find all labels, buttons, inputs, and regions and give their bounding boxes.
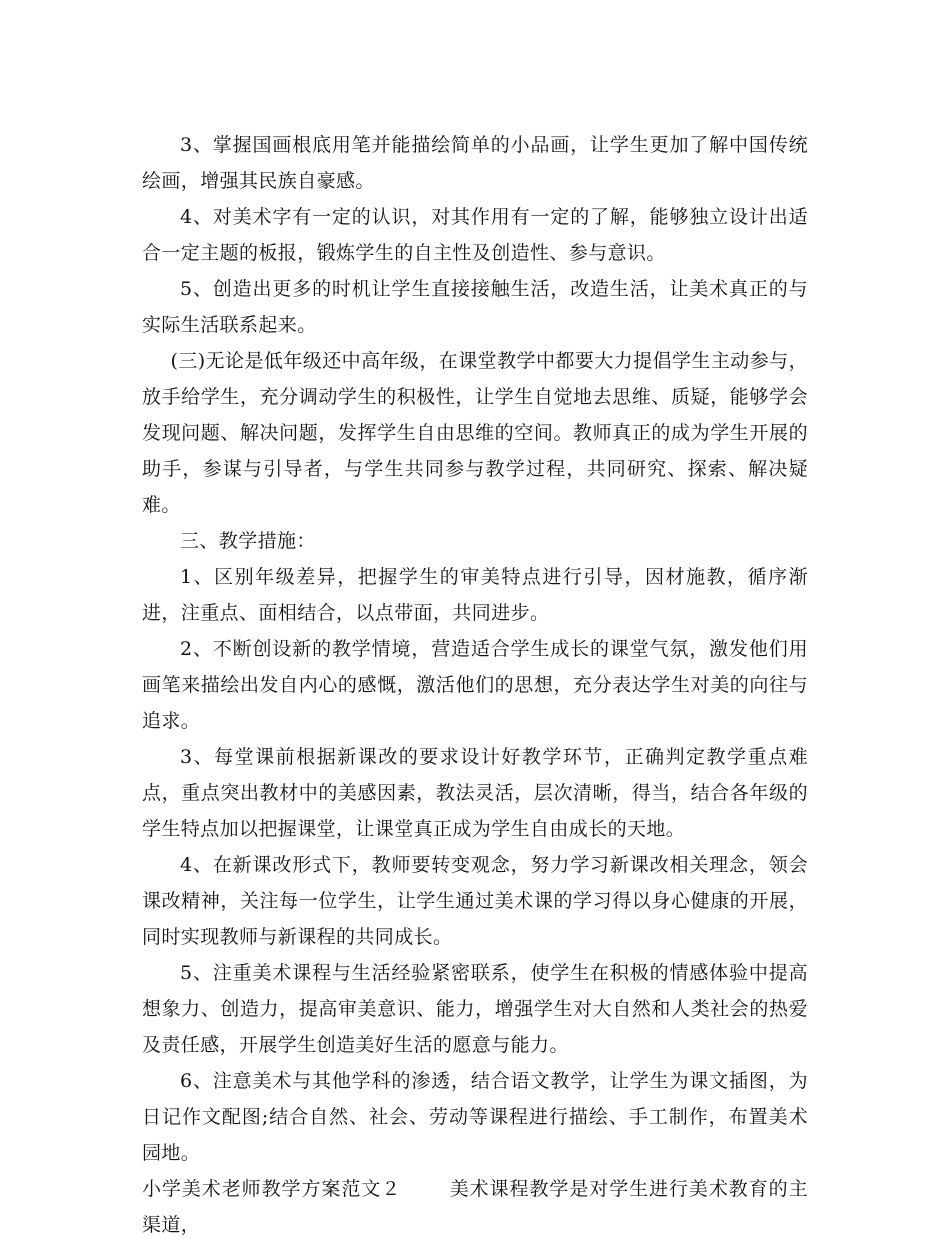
measure-item-6: 6、注意美术与其他学科的渗透，结合语文教学，让学生为课文插图，为日记作文配图;结合自然、社会、劳动等课程进行描绘、手工制作，布置美术园地。 (142, 1070, 808, 1164)
paragraph-item-5: 5、创造出更多的时机让学生直接接触生活，改造生活，让美术真正的与实际生活联系起来。 (142, 278, 808, 336)
paragraph-section-three: (三)无论是低年级还中高年级，在课堂教学中都要大力提倡学生主动参与，放手给学生，充分调动学生的积极性，让学生自觉地去思维、质疑，能够学会发现问题、解决问题，发挥学生自由思维的空间。教师真正的成为学生开展的助手，参谋与引导者，与学生共同参与教学过程，共同研究、探索、解决疑难。 (142, 350, 808, 516)
document-body (142, 127, 808, 1243)
next-document-title: 小学美术老师教学方案范文２ (142, 1178, 402, 1200)
paragraph-item-3: 3、掌握国画根底用笔并能描绘简单的小品画，让学生更加了解中国传统绘画，增强其民族自豪感。 (142, 134, 808, 192)
next-section-line (142, 1171, 808, 1243)
measure-item-5: 5、注重美术课程与生活经验紧密联系，使学生在积极的情感体验中提高想象力、创造力，提高审美意识、能力，增强学生对大自然和人类社会的热爱及责任感，开展学生创造美好生活的愿意与能力。 (142, 962, 808, 1056)
measure-item-4: 4、在新课改形式下，教师要转变观念，努力学习新课改相关理念，领会课改精神，关注每一位学生，让学生通过美术课的学习得以身心健康的开展，同时实现教师与新课程的共同成长。 (142, 854, 808, 948)
measure-item-1: 1、区别年级差异，把握学生的审美特点进行引导，因材施教，循序渐进，注重点、面相结合，以点带面，共同进步。 (142, 566, 808, 624)
section-heading-teaching-measures: 三、教学措施： (180, 530, 316, 552)
next-document-intro: 美术课程教学是对学生进行美术教育的主渠道， (142, 1178, 809, 1236)
paragraph-item-4: 4、对美术字有一定的认识，对其作用有一定的了解，能够独立设计出适合一定主题的板报，锻炼学生的自主性及创造性、参与意识。 (142, 206, 808, 264)
measure-item-2: 2、不断创设新的教学情境，营造适合学生成长的课堂气氛，激发他们用画笔来描绘出发自内心的感慨，激活他们的思想，充分表达学生对美的向往与追求。 (142, 638, 808, 732)
measure-item-3: 3、每堂课前根据新课改的要求设计好教学环节，正确判定教学重点难点，重点突出教材中的美感因素，教法灵活，层次清晰，得当，结合各年级的学生特点加以把握课堂，让课堂真正成为学生自由成长的天地。 (142, 746, 808, 840)
